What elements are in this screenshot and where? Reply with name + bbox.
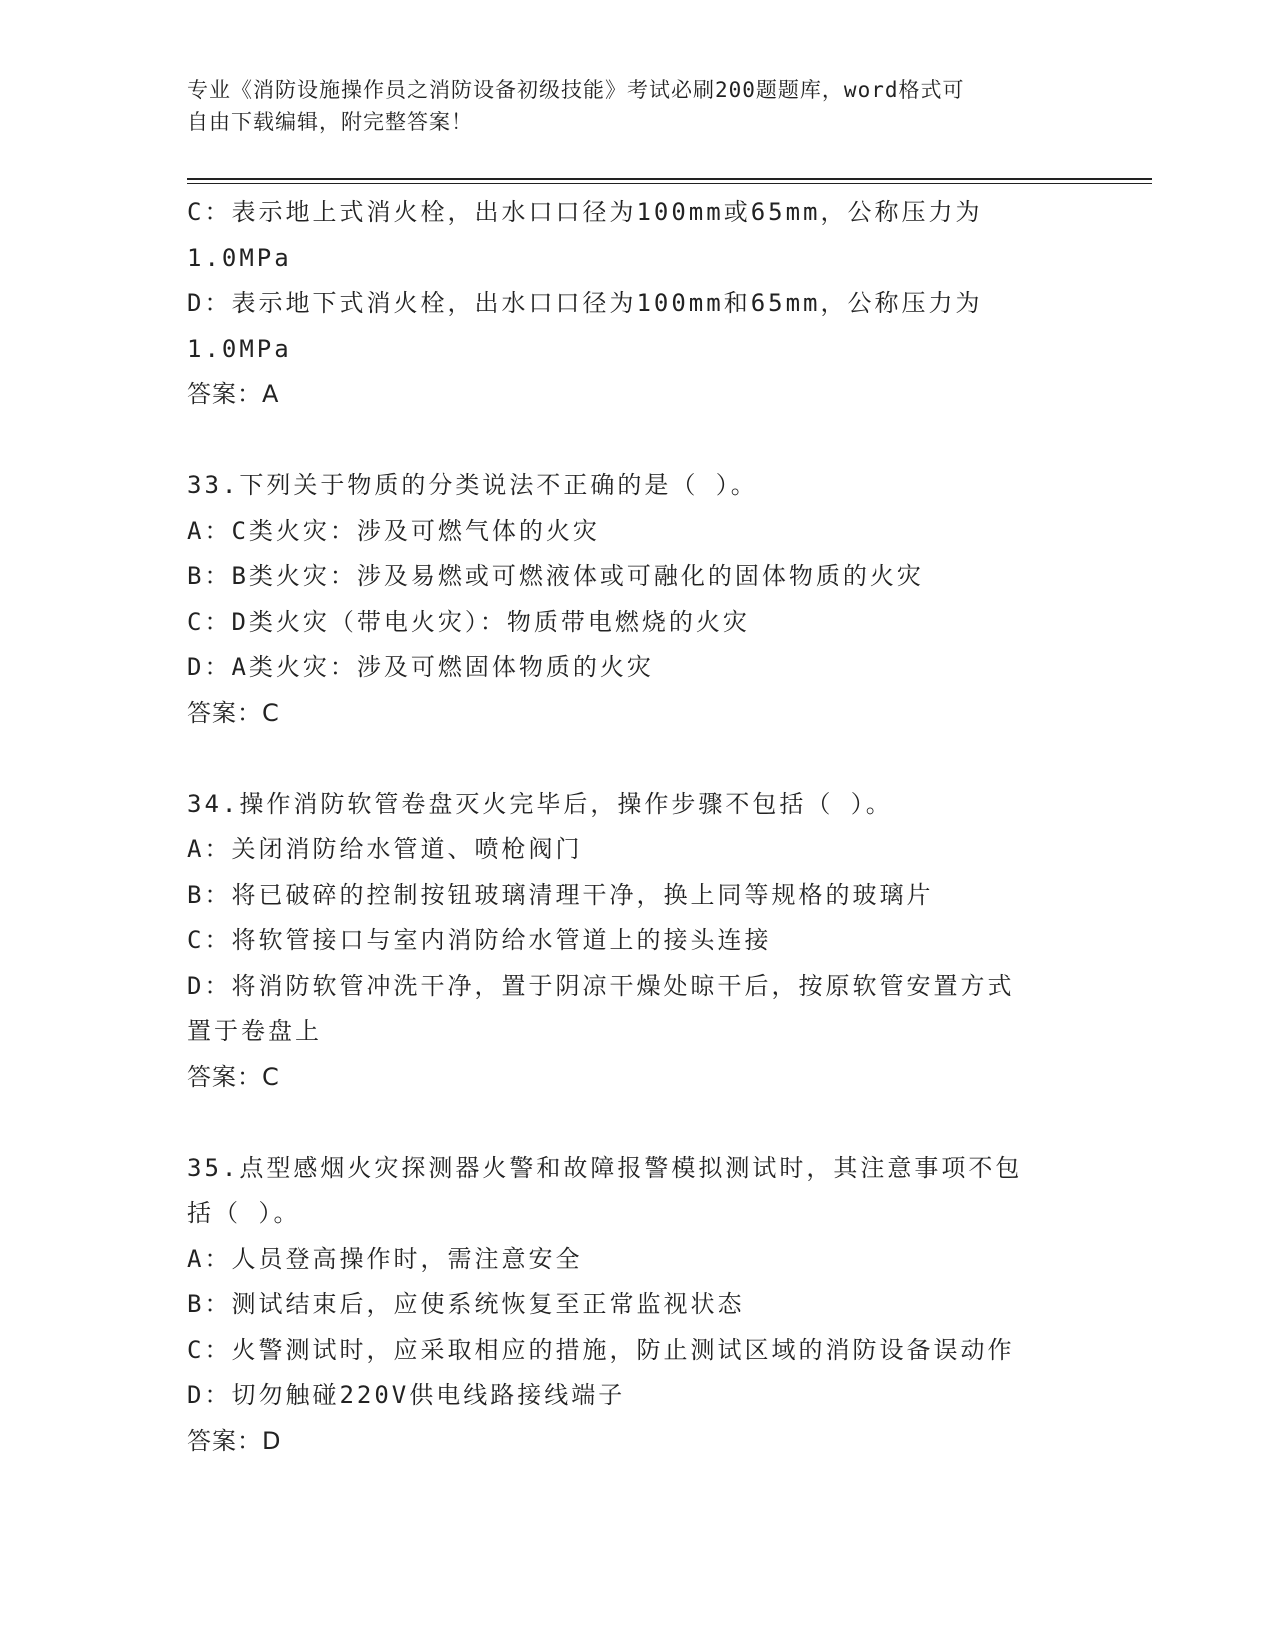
option-d: D：切勿触碰220V供电线路接线端子	[187, 1381, 626, 1409]
question-35	[187, 1146, 1087, 1465]
question-text: 34.操作消防软管卷盘灭火完毕后，操作步骤不包括（ ）。	[187, 789, 893, 818]
option-c: C：D类火灾（带电火灾）：物质带电燃烧的火灾	[187, 607, 750, 636]
header-rule-thin	[187, 183, 1152, 184]
header-rule-thick	[187, 178, 1152, 180]
document-body	[187, 190, 1087, 1464]
question-text-line-1: 35.点型感烟火灾探测器火警和故障报警模拟测试时，其注意事项不包	[187, 1153, 1023, 1182]
spacer	[187, 1100, 1087, 1146]
question-32-tail	[187, 190, 1087, 418]
answer: 答案：C	[187, 1062, 280, 1091]
option-c-line-2: 1.0MPa	[187, 243, 292, 272]
spacer	[187, 418, 1087, 464]
question-text-line-2: 括（ ）。	[187, 1199, 301, 1227]
spacer	[187, 736, 1087, 782]
option-c: C：将软管接口与室内消防给水管道上的接头连接	[187, 926, 772, 954]
document-header	[187, 74, 1067, 138]
question-34	[187, 782, 1087, 1101]
option-a: A：人员登高操作时，需注意安全	[187, 1244, 583, 1273]
option-a: A：关闭消防给水管道、喷枪阀门	[187, 835, 583, 863]
option-c-line-1: C：表示地上式消火栓，出水口口径为100mm或65mm，公称压力为	[187, 198, 983, 226]
option-b: B：B类火灾：涉及易燃或可燃液体或可融化的固体物质的火灾	[187, 562, 924, 590]
option-d-line-1: D：将消防软管冲洗干净，置于阴凉干燥处晾干后，按原软管安置方式	[187, 971, 1015, 1000]
answer: 答案：D	[187, 1426, 282, 1455]
option-a: A：C类火灾：涉及可燃气体的火灾	[187, 516, 600, 545]
option-d-line-2: 置于卷盘上	[187, 1017, 322, 1045]
option-c: C：火警测试时，应采取相应的措施，防止测试区域的消防设备误动作	[187, 1335, 1015, 1364]
question-text: 33.下列关于物质的分类说法不正确的是（ ）。	[187, 471, 758, 499]
option-d-line-1: D：表示地下式消火栓，出水口口径为100mm和65mm，公称压力为	[187, 289, 983, 317]
answer: 答案：A	[187, 380, 280, 408]
question-33	[187, 463, 1087, 736]
header-line-1: 专业《消防设施操作员之消防设备初级技能》考试必刷200题题库，word格式可	[187, 78, 965, 102]
option-d-line-2: 1.0MPa	[187, 334, 292, 363]
option-b: B：将已破碎的控制按钮玻璃清理干净，换上同等规格的玻璃片	[187, 880, 934, 909]
header-line-2: 自由下载编辑，附完整答案！	[187, 110, 473, 134]
answer: 答案：C	[187, 698, 280, 727]
option-b: B：测试结束后，应使系统恢复至正常监视状态	[187, 1290, 745, 1318]
option-d: D：A类火灾：涉及可燃固体物质的火灾	[187, 653, 654, 681]
